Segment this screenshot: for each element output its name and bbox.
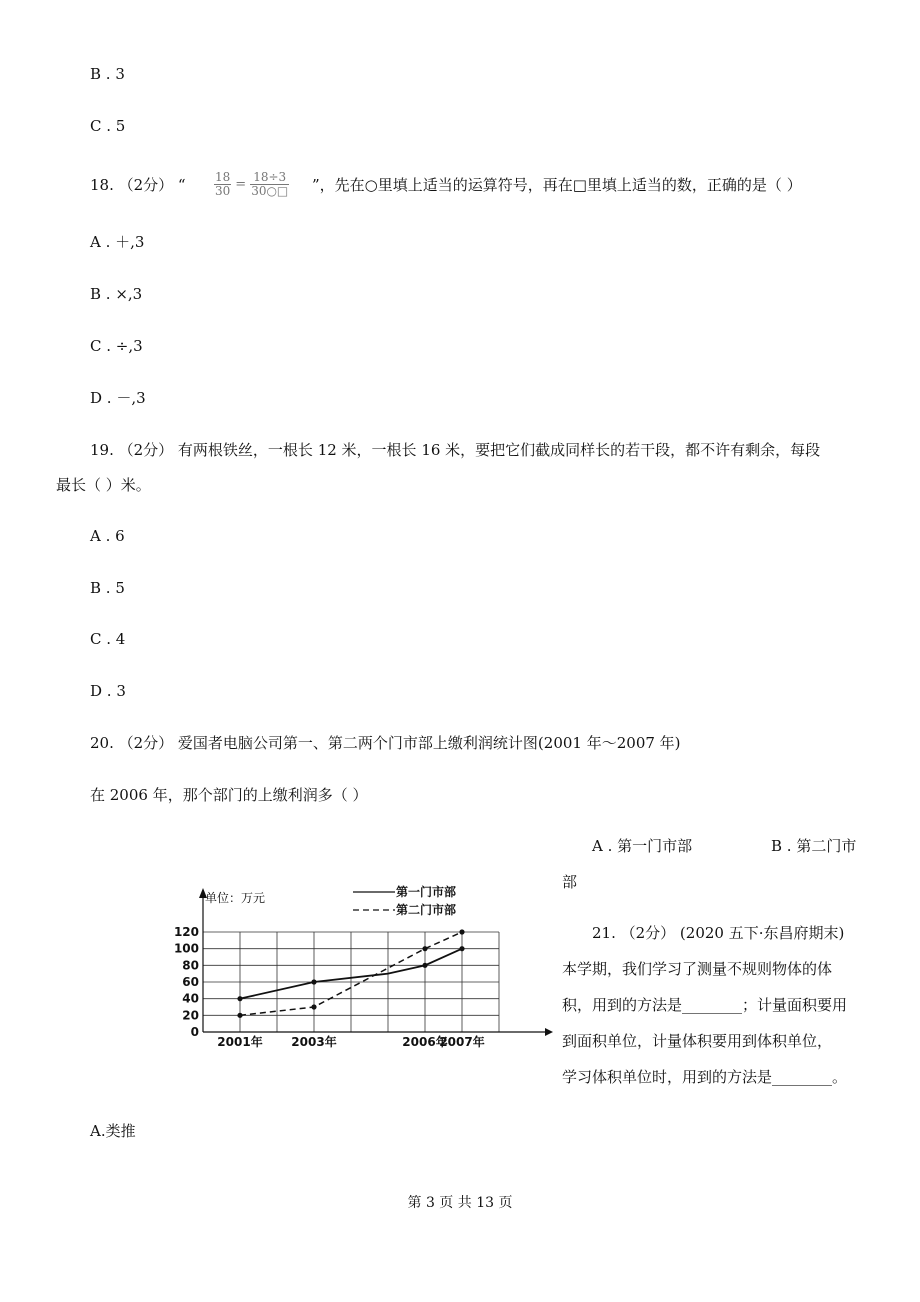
q18-stem-prefix: 18. （2分） “	[90, 176, 186, 194]
chart-legend	[353, 884, 456, 917]
y-tick-label-40: 40	[182, 991, 199, 1006]
q20-option-b[interactable]: B . 第二门市	[771, 837, 857, 855]
chart-grid	[203, 932, 499, 1032]
series-1-point-2006	[422, 963, 427, 968]
q18-formula	[212, 166, 291, 202]
chart-tick-labels	[174, 925, 485, 1049]
q20-stem: 20. （2分） 爱国者电脑公司第一、第二两个门市部上缴利润统计图(2001 年～2007 年)	[90, 734, 681, 752]
q18-right-numerator: 18÷3	[250, 171, 289, 185]
q19-option-c[interactable]: C . 4	[90, 630, 126, 648]
profit-line-chart	[165, 870, 560, 1060]
q18-fraction-left	[214, 171, 231, 198]
y-tick-label-60: 60	[182, 975, 199, 989]
series-1-point-2003	[311, 979, 316, 984]
q18-option-a[interactable]: A . ＋,3	[90, 233, 145, 251]
q18-left-numerator: 18	[215, 169, 231, 184]
q18-option-b[interactable]: B . ×,3	[90, 285, 143, 303]
y-tick-label-120: 120	[173, 925, 199, 939]
q21-choice-a[interactable]: A.类推	[90, 1122, 136, 1140]
q19-stem-line2: 最长（ ）米。	[56, 476, 151, 494]
q20-subquestion: 在 2006 年，那个部门的上缴利润多（ ）	[90, 786, 368, 804]
y-tick-label-100: 100	[173, 941, 199, 956]
q21-stem-line2: 本学期，我们学习了测量不规则物体的体	[562, 960, 833, 978]
x-tick-label-2001: 2001年	[217, 1035, 263, 1049]
legend-label-series-2: 第二门市部	[396, 903, 457, 917]
series-1-point-2007	[459, 946, 464, 951]
q18-stem-suffix: ”，先在○里填上适当的运算符号，再在□里填上适当的数，正确的是（ ）	[312, 176, 802, 194]
q18-option-d[interactable]: D . －,3	[90, 389, 146, 407]
q19-stem-line1: 19. （2分） 有两根铁丝，一根长 12 米，一根长 16 米，要把它们截成同样长的若干段，都不许有剩余，每段	[90, 441, 821, 459]
q21-stem-line4: 到面积单位，计量体积要用到体积单位，	[562, 1032, 833, 1050]
q20-option-a[interactable]: A . 第一门市部	[592, 837, 693, 855]
q17-option-b[interactable]: B . 3	[90, 65, 125, 83]
q19-option-d[interactable]: D . 3	[90, 682, 126, 700]
y-tick-label-0: 0	[190, 1025, 199, 1039]
legend-label-series-1: 第一门市部	[396, 885, 457, 899]
series-2-point-2001	[237, 1013, 242, 1018]
q18-right-denominator: 30○□	[251, 183, 289, 198]
q20-option-b-continued[interactable]: 部	[562, 873, 578, 891]
q18-option-c[interactable]: C . ÷,3	[90, 337, 143, 355]
series-2-point-2007	[459, 929, 464, 934]
q19-option-b[interactable]: B . 5	[90, 579, 125, 597]
q21-stem-line3: 积，用到的方法是________；计量面积要用	[562, 996, 848, 1014]
page-footer: 第 3 页 共 13 页	[407, 1195, 513, 1211]
series-2-point-2006	[422, 946, 427, 951]
series-1-point-2001	[237, 996, 242, 1001]
q18-left-denominator: 30	[215, 183, 231, 198]
y-tick-label-80: 80	[182, 958, 199, 973]
x-tick-label-2006: 2006年	[402, 1035, 448, 1049]
chart-unit-label: 单位：万元	[205, 891, 266, 905]
q21-stem-line1: 21. （2分） (2020 五下·东昌府期末)	[592, 924, 845, 942]
y-tick-label-20: 20	[182, 1008, 199, 1023]
q21-stem-line5: 学习体积单位时，用到的方法是________。	[562, 1068, 848, 1086]
q18-fraction-right	[250, 171, 289, 198]
x-tick-label-2003: 2003年	[291, 1035, 337, 1049]
q17-option-c[interactable]: C . 5	[90, 117, 126, 135]
series-2-point-2003	[311, 1004, 316, 1009]
q19-option-a[interactable]: A . 6	[90, 527, 125, 545]
x-axis-arrow-icon	[545, 1028, 553, 1036]
q18-equals-sign: =	[235, 176, 247, 192]
x-tick-label-2007: 2007年	[439, 1035, 485, 1049]
